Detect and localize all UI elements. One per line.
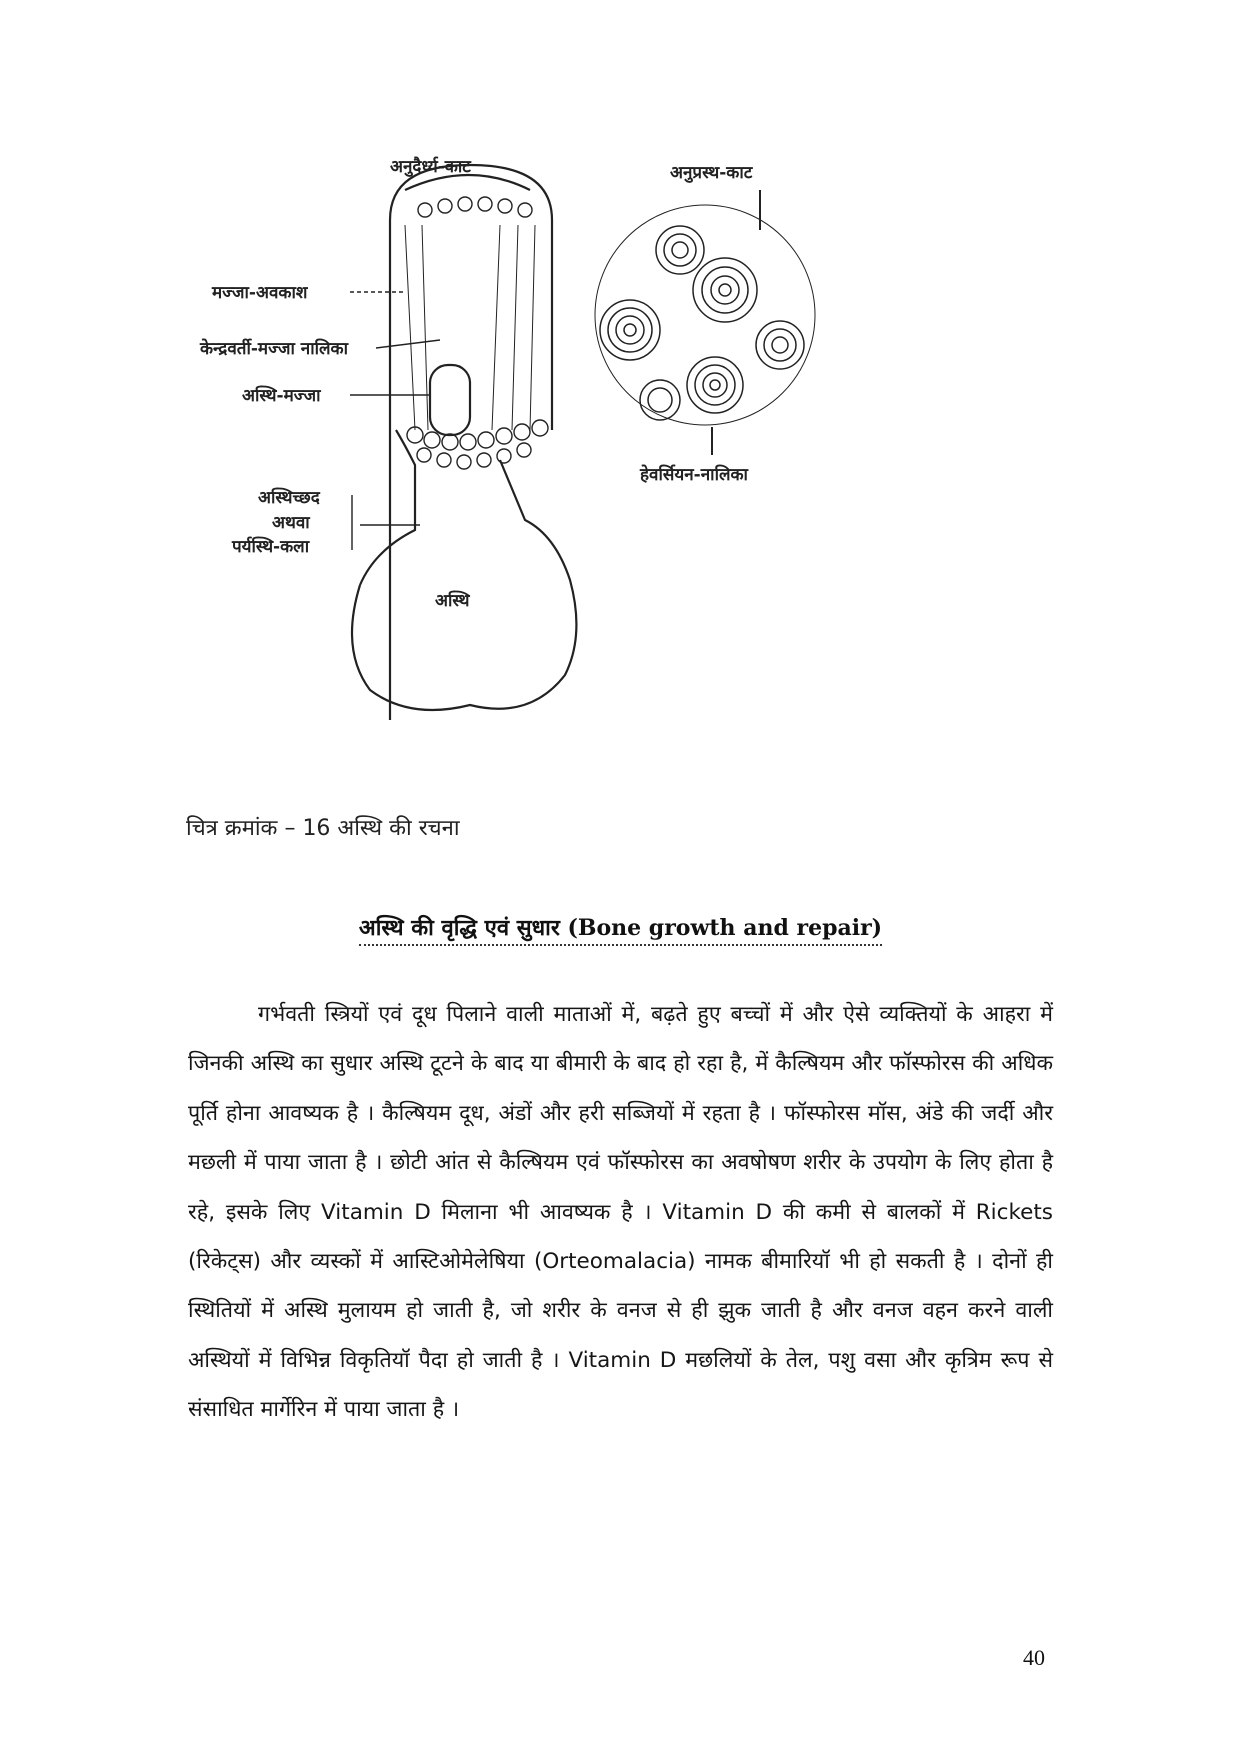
body-paragraph: [188, 990, 1053, 1435]
section-heading: [0, 912, 1241, 942]
label-haversian-canal: हेवर्सियन-नालिका: [640, 465, 748, 485]
section-heading-text: अस्थि की वृद्धि एवं सुधार (Bone growth and repair): [359, 915, 882, 946]
label-marrow-space: मज्जा-अवकाश: [212, 283, 308, 303]
label-longitudinal-section: अनुदैर्ध्य-काट: [390, 157, 471, 177]
bone-diagram: [200, 130, 860, 720]
label-central-marrow-canal: केन्द्रवर्ती-मज्जा नालिका: [200, 339, 348, 359]
label-periosteum-line2: अथवा: [272, 513, 310, 533]
paragraph-text: गर्भवती स्त्रियों एवं दूध पिलाने वाली माताओं में, बढ़ते हुए बच्चों में और ऐसे व्यक्तियों के आहरा में जिनकी अस्थि का सुधार अस्थि टूटने के बाद या बीमारी के बाद हो रहा है, में कैल्षियम और फॉस्फोरस की अधिक पूर्ति होना आवष्यक है । कैल्षियम दूध, अंडों और हरी सब्जियों में रहता है । फॉस्फोरस मॉस, अंडे की जर्दी और मछली में पाया जाता है । छोटी आंत से कैल्षियम एवं फॉस्फोरस का अवषोषण शरीर के उपयोग के लिए होता है रहे, इसके लिए Vitamin D मिलाना भी आवष्यक है । Vitamin D की कमी से बालकों में Rickets (रिकेट्स) और व्यस्कों में आस्टिओमेलेषिया (Orteomalacia) नामक बीमारियॉ भी हो सकती है । दोनों ही स्थितियों में अस्थि मुलायम हो जाती है, जो शरीर के वनज से ही झुक जाती है और वनज वहन करने वाली अस्थियों में विभिन्न विकृतियॉ पैदा हो जाती है । Vitamin D मछलियों के तेल, पशु वसा और कृत्रिम रूप से संसाधित मार्गेरिन में पाया जाता है ।: [188, 1002, 1053, 1423]
label-cross-section: अनुप्रस्थ-काट: [670, 163, 753, 183]
label-periosteum-line3: पर्यस्थि-कला: [232, 537, 310, 557]
label-bone-marrow: अस्थि-मज्जा: [242, 386, 321, 406]
figure-caption: चित्र क्रमांक – 16 अस्थि की रचना: [186, 816, 460, 841]
bone-structure-figure: [200, 130, 860, 720]
page-number: 40: [1023, 1645, 1045, 1670]
label-bone: अस्थि: [435, 591, 470, 611]
label-periosteum-line1: अस्थिच्छद: [258, 488, 320, 508]
